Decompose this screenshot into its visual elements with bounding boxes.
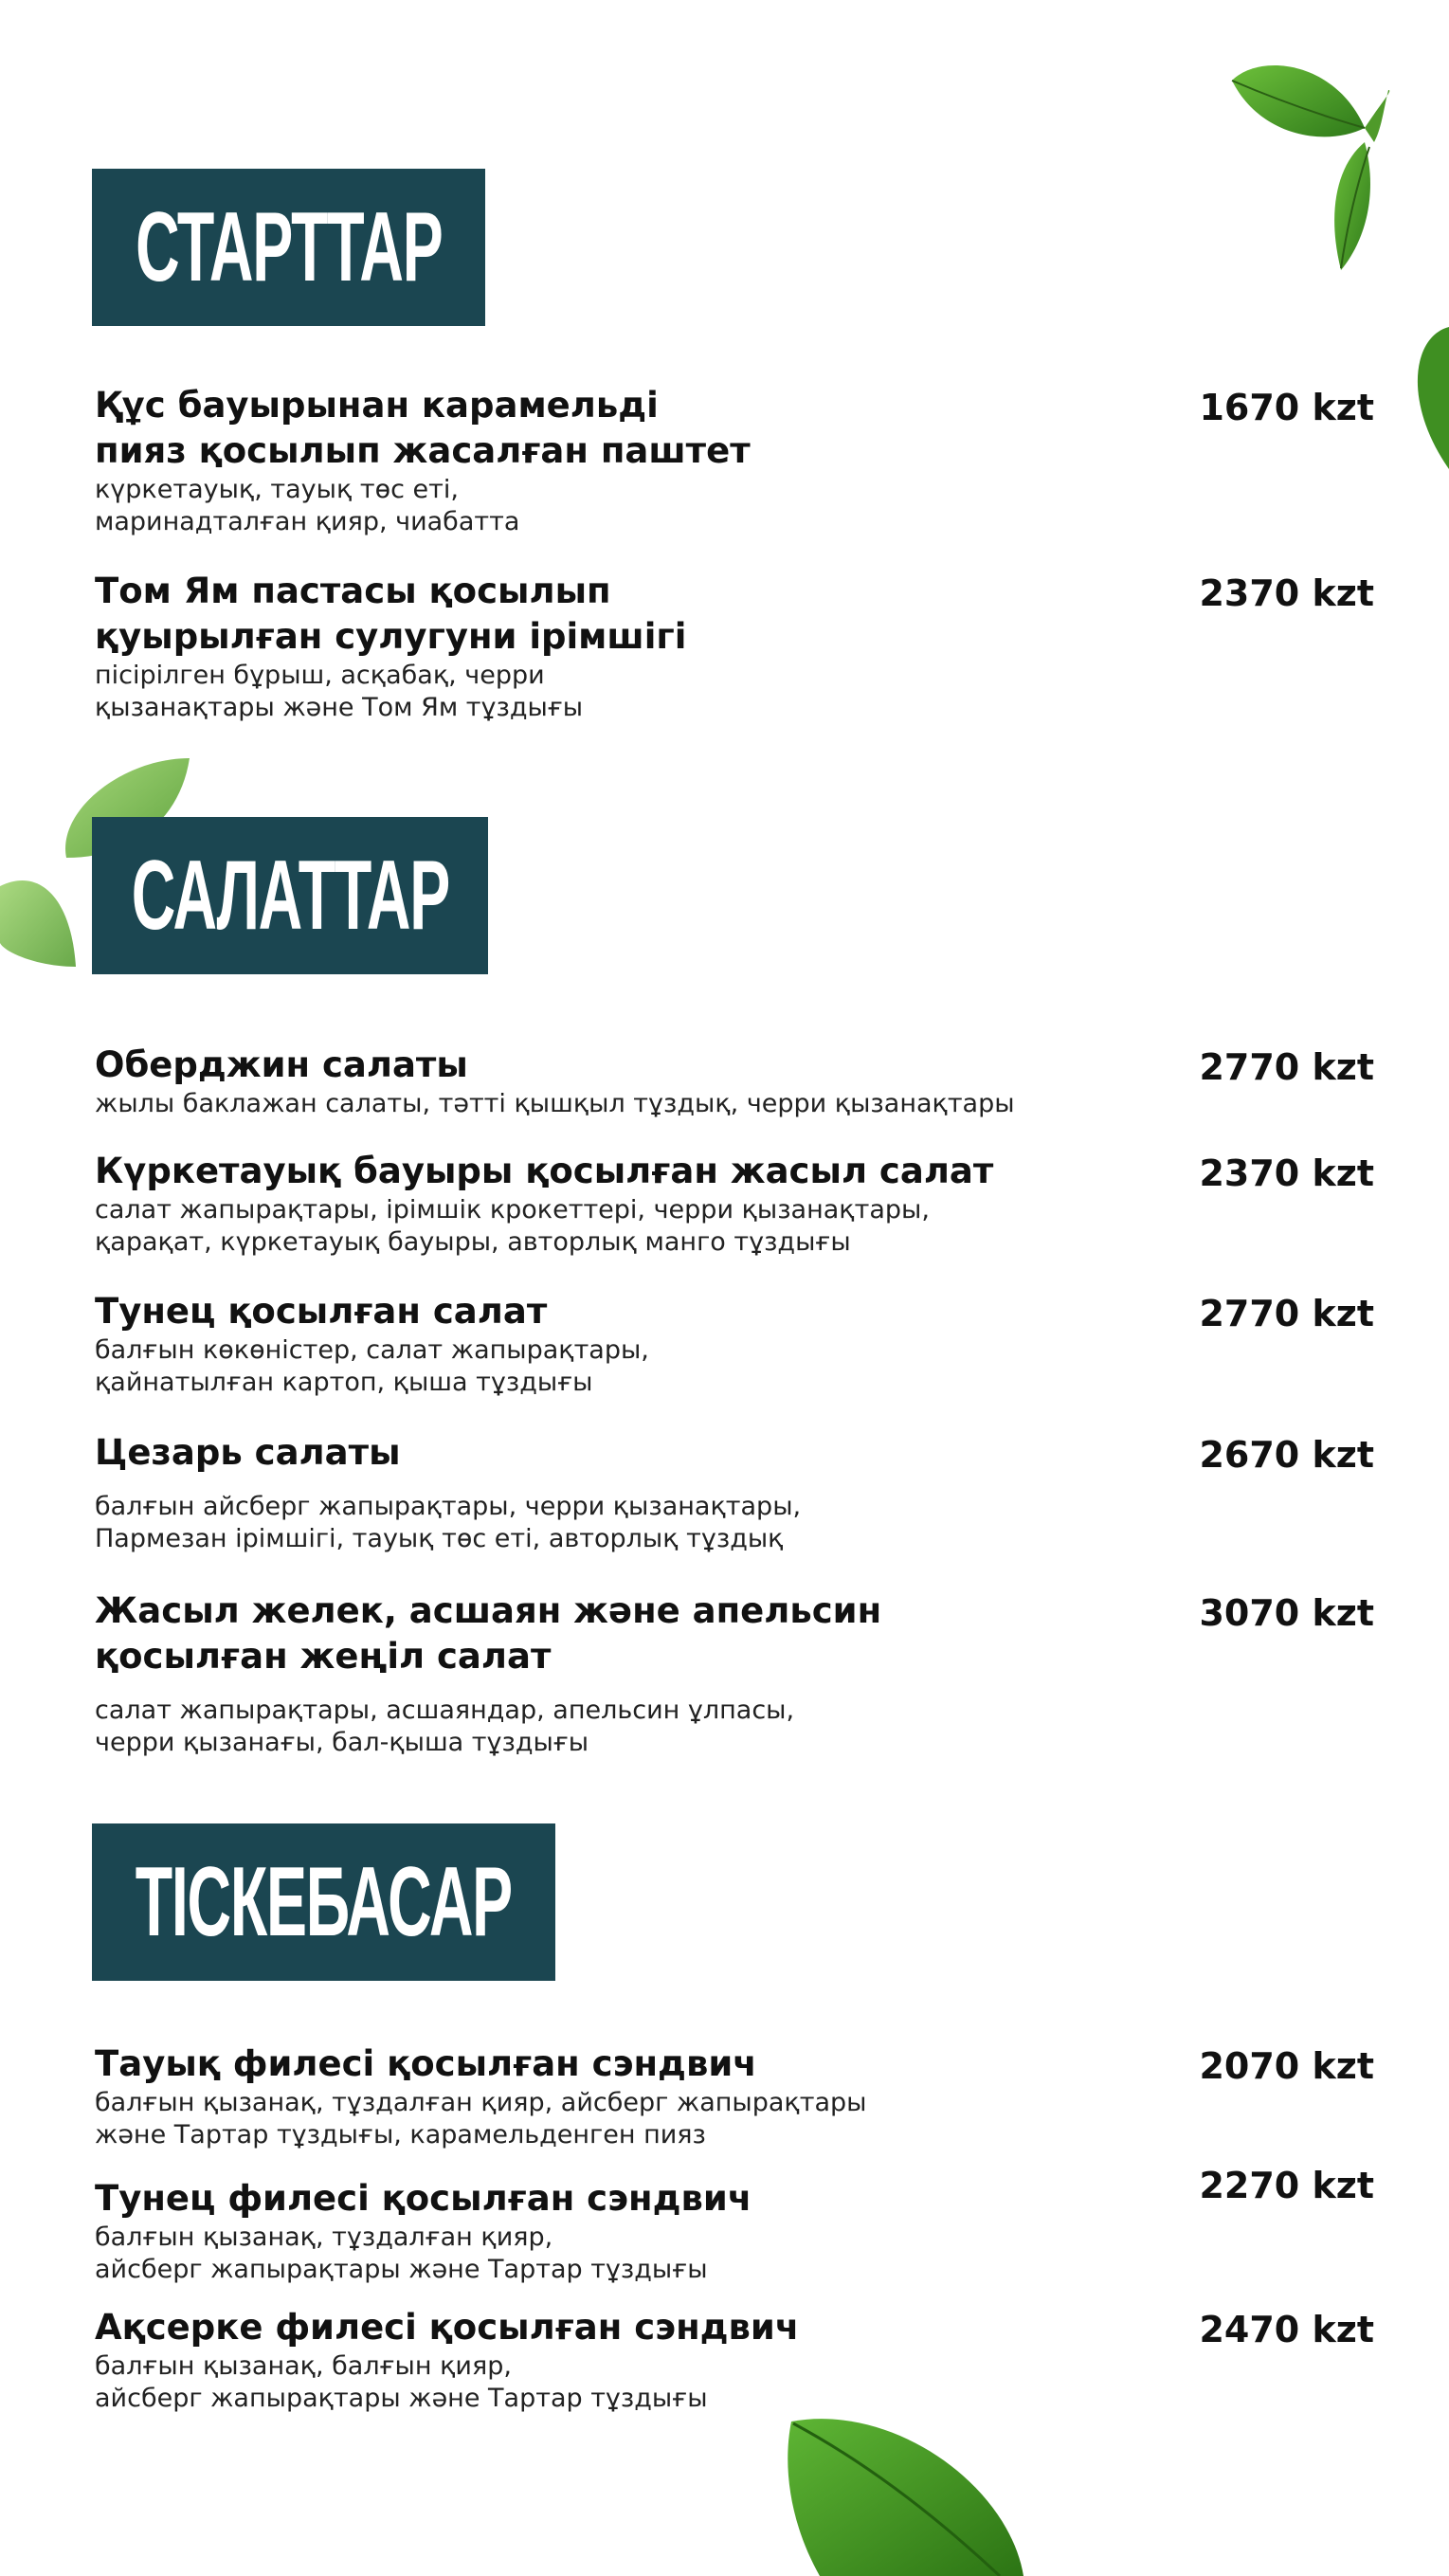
item-description [95, 660, 1118, 724]
item-price: 3070 kzt [1199, 1592, 1374, 1634]
item-name [95, 2176, 1118, 2222]
item-price: 2770 kzt [1199, 1046, 1374, 1088]
menu-item [95, 2041, 1374, 2151]
item-name-line: Тунец филесі қосылған сэндвич [95, 2178, 752, 2219]
item-desc-line: маринадталған қияр, чиабатта [95, 507, 520, 536]
item-desc-line: балғын айсберг жапырақтары, черри қызанақтары, [95, 1492, 802, 1521]
item-name-line: қуырылған сулугуни ірімшігі [95, 616, 687, 657]
item-name [95, 2041, 1118, 2087]
item-desc-line: жылы баклажан салаты, тәтті қышқыл тұздық, черри қызанақтары [95, 1089, 1015, 1118]
section-header-salads [92, 817, 488, 974]
item-desc-line: қарақат, күркетауық бауыры, авторлық манго тұздығы [95, 1227, 851, 1257]
item-description [95, 1194, 1118, 1259]
item-name [95, 2305, 1118, 2350]
item-price: 2470 kzt [1199, 2309, 1374, 2350]
item-desc-line: балғын қызанақ, тұздалған қияр, [95, 2222, 553, 2252]
menu-item [95, 1149, 1374, 1259]
item-desc-line: черри қызанағы, бал-қыша тұздығы [95, 1728, 589, 1757]
item-desc-line: салат жапырақтары, ірімшік крокеттері, черри қызанақтары, [95, 1195, 930, 1225]
item-name-line: Тунец қосылған салат [95, 1291, 548, 1332]
item-name [95, 1043, 1118, 1088]
item-name-line: Ақсерке филесі қосылған сэндвич [95, 2307, 800, 2348]
item-name-line: Күркетауық бауыры қосылған жасыл салат [95, 1151, 994, 1191]
item-description [95, 474, 1118, 538]
item-name [95, 1430, 1118, 1476]
item-name-line: Том Ям пастасы қосылып [95, 571, 611, 611]
item-name [95, 569, 1118, 660]
item-desc-line: айсберг жапырақтары және Тартар тұздығы [95, 2384, 708, 2413]
menu-item [95, 569, 1374, 724]
item-name-line: Тауық филесі қосылған сэндвич [95, 2043, 757, 2084]
menu-item [95, 1043, 1374, 1120]
item-price: 2270 kzt [1199, 2165, 1374, 2206]
item-name-line: Жасыл желек, асшаян және апельсин [95, 1590, 882, 1631]
item-desc-line: қызанақтары және Том Ям тұздығы [95, 693, 584, 722]
section-header-starters [92, 169, 485, 326]
menu-item [95, 1289, 1374, 1399]
item-desc-line: күркетауық, тауық төс еті, [95, 475, 459, 504]
menu-item [95, 383, 1374, 538]
item-description [95, 1088, 1118, 1120]
item-price: 2370 kzt [1199, 572, 1374, 614]
basil-leaf-bottom-image [782, 2412, 1028, 2576]
item-description [95, 1334, 1118, 1399]
item-price: 2070 kzt [1199, 2045, 1374, 2087]
item-description [95, 2222, 1118, 2286]
item-desc-line: балғын көкөністер, салат жапырақтары, [95, 1335, 649, 1365]
item-desc-line: пісірілген бұрыш, асқабақ, черри [95, 661, 545, 690]
basil-leaf-right-edge-image [1403, 327, 1449, 469]
basil-leaf-top-right-image [1223, 52, 1412, 280]
menu-item [95, 1430, 1374, 1555]
item-price: 2370 kzt [1199, 1152, 1374, 1194]
item-description [95, 1695, 1118, 1759]
item-name [95, 1289, 1118, 1334]
item-desc-line: қайнатылған картоп, қыша тұздығы [95, 1368, 593, 1397]
item-price: 1670 kzt [1199, 387, 1374, 428]
item-name [95, 1149, 1118, 1194]
section-header-appetizers [92, 1823, 555, 1981]
section-title: САЛАТТАР [131, 841, 449, 951]
item-price: 2770 kzt [1199, 1293, 1374, 1334]
item-name [95, 383, 1118, 474]
item-price: 2670 kzt [1199, 1434, 1374, 1476]
item-name-line: Құс бауырынан карамельді [95, 385, 659, 426]
menu-item [95, 2165, 1374, 2286]
item-desc-line: балғын қызанақ, тұздалған қияр, айсберг жапырақтары [95, 2088, 867, 2117]
menu-item [95, 2305, 1374, 2415]
item-description [95, 2087, 1118, 2151]
item-name-line: Цезарь салаты [95, 1432, 401, 1473]
item-desc-line: және Тартар тұздығы, карамельденген пияз [95, 2120, 706, 2150]
item-description [95, 1491, 1118, 1555]
item-name-line: қосылған жеңіл салат [95, 1636, 552, 1677]
section-title: СТАРТТАР [135, 192, 443, 302]
item-description [95, 2350, 1118, 2415]
item-desc-line: Пармезан ірімшігі, тауық төс еті, авторлық тұздық [95, 1524, 784, 1553]
section-title: ТІСКЕБАСАР [135, 1847, 513, 1957]
item-name-line: пияз қосылып жасалған паштет [95, 430, 751, 471]
item-name [95, 1588, 1118, 1679]
item-name-line: Оберджин салаты [95, 1044, 468, 1085]
item-desc-line: салат жапырақтары, асшаяндар, апельсин ұлпасы, [95, 1696, 795, 1725]
menu-item [95, 1588, 1374, 1759]
item-desc-line: айсберг жапырақтары және Тартар тұздығы [95, 2255, 708, 2284]
item-desc-line: балғын қызанақ, балғын қияр, [95, 2351, 512, 2381]
